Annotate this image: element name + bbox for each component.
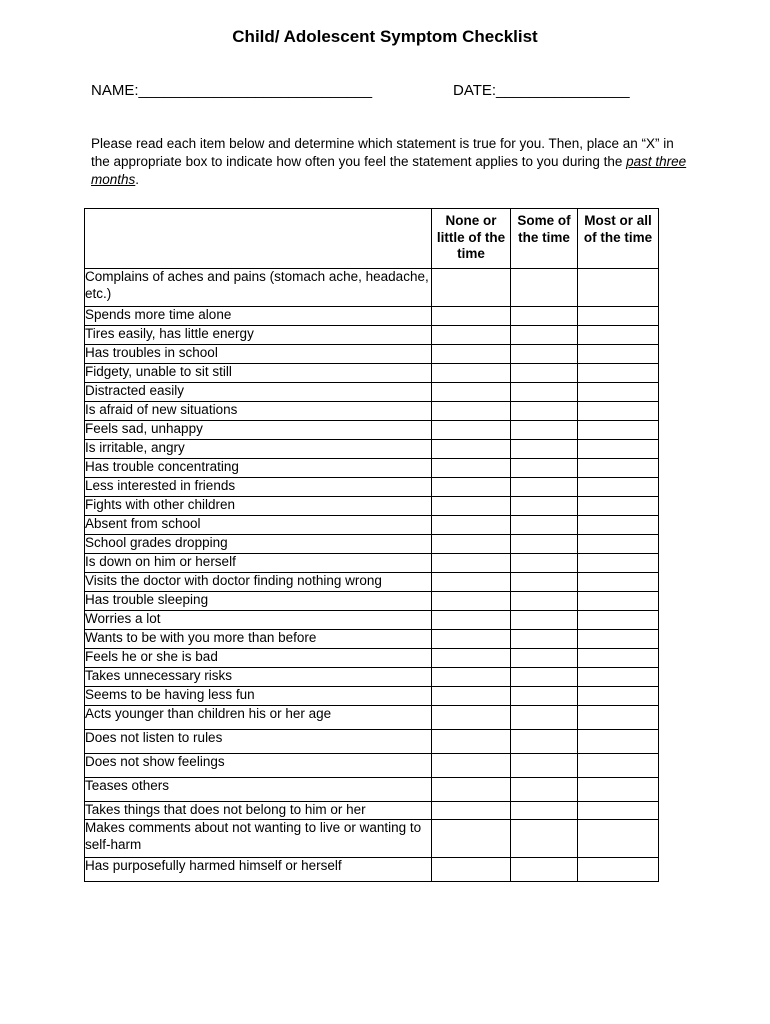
table-row xyxy=(85,687,659,706)
checkbox-none[interactable] xyxy=(432,554,511,573)
date-field[interactable]: DATE:________________ xyxy=(453,82,630,99)
checkbox-most[interactable] xyxy=(578,345,659,364)
checkbox-none[interactable] xyxy=(432,778,511,802)
checkbox-some[interactable] xyxy=(511,535,578,554)
checkbox-some[interactable] xyxy=(511,858,578,882)
table-row xyxy=(85,535,659,554)
checkbox-most[interactable] xyxy=(578,573,659,592)
symptom-item-label: Makes comments about not wanting to live or wanting to self-harm xyxy=(85,820,432,858)
checkbox-most[interactable] xyxy=(578,611,659,630)
symptom-item-label: Wants to be with you more than before xyxy=(85,630,432,649)
checkbox-some[interactable] xyxy=(511,421,578,440)
checkbox-some[interactable] xyxy=(511,820,578,858)
checkbox-most[interactable] xyxy=(578,440,659,459)
checkbox-most[interactable] xyxy=(578,459,659,478)
symptom-item-label: Less interested in friends xyxy=(85,478,432,497)
checkbox-some[interactable] xyxy=(511,459,578,478)
checkbox-some[interactable] xyxy=(511,592,578,611)
checkbox-none[interactable] xyxy=(432,592,511,611)
symptom-item-label: Takes things that does not belong to him or her xyxy=(85,802,432,820)
symptom-item-label: Has troubles in school xyxy=(85,345,432,364)
checkbox-none[interactable] xyxy=(432,421,511,440)
symptom-item-label: Does not listen to rules xyxy=(85,730,432,754)
checkbox-most[interactable] xyxy=(578,778,659,802)
table-row xyxy=(85,402,659,421)
checkbox-most[interactable] xyxy=(578,630,659,649)
symptom-item-label: Has trouble sleeping xyxy=(85,592,432,611)
checkbox-some[interactable] xyxy=(511,383,578,402)
checkbox-most[interactable] xyxy=(578,269,659,307)
checkbox-none[interactable] xyxy=(432,706,511,730)
symptom-item-label: Feels sad, unhappy xyxy=(85,421,432,440)
checkbox-none[interactable] xyxy=(432,345,511,364)
table-row xyxy=(85,611,659,630)
table-row xyxy=(85,573,659,592)
checkbox-none[interactable] xyxy=(432,269,511,307)
checkbox-most[interactable] xyxy=(578,592,659,611)
table-row xyxy=(85,326,659,345)
table-row xyxy=(85,478,659,497)
checkbox-none[interactable] xyxy=(432,440,511,459)
checkbox-none[interactable] xyxy=(432,858,511,882)
checkbox-none[interactable] xyxy=(432,326,511,345)
table-row xyxy=(85,706,659,730)
checkbox-most[interactable] xyxy=(578,497,659,516)
column-header-most: Most or all of the time xyxy=(578,209,659,269)
checkbox-some[interactable] xyxy=(511,345,578,364)
checkbox-some[interactable] xyxy=(511,516,578,535)
checkbox-none[interactable] xyxy=(432,649,511,668)
checkbox-some[interactable] xyxy=(511,706,578,730)
checkbox-some[interactable] xyxy=(511,573,578,592)
table-row xyxy=(85,754,659,778)
symptom-item-label: Teases others xyxy=(85,778,432,802)
table-row xyxy=(85,630,659,649)
checkbox-most[interactable] xyxy=(578,730,659,754)
table-row xyxy=(85,649,659,668)
symptom-item-label: Feels he or she is bad xyxy=(85,649,432,668)
table-row xyxy=(85,858,659,882)
checkbox-some[interactable] xyxy=(511,611,578,630)
checkbox-most[interactable] xyxy=(578,802,659,820)
checkbox-some[interactable] xyxy=(511,307,578,326)
symptom-item-label: Takes unnecessary risks xyxy=(85,668,432,687)
checkbox-some[interactable] xyxy=(511,497,578,516)
checkbox-most[interactable] xyxy=(578,820,659,858)
page-title: Child/ Adolescent Symptom Checklist xyxy=(232,27,538,46)
checkbox-some[interactable] xyxy=(511,269,578,307)
checkbox-some[interactable] xyxy=(511,630,578,649)
name-field[interactable]: NAME:____________________________ xyxy=(91,82,373,99)
checkbox-some[interactable] xyxy=(511,802,578,820)
symptom-item-label: Has trouble concentrating xyxy=(85,459,432,478)
symptom-item-label: Visits the doctor with doctor finding nothing wrong xyxy=(85,573,432,592)
checkbox-none[interactable] xyxy=(432,516,511,535)
symptom-item-label: Worries a lot xyxy=(85,611,432,630)
instructions-text: Please read each item below and determine which statement is true for you. Then, place an “X” in the appropriate box to indicate how often you feel the statement applies to you during the xyxy=(91,136,674,169)
table-row xyxy=(85,554,659,573)
checkbox-most[interactable] xyxy=(578,858,659,882)
checkbox-none[interactable] xyxy=(432,687,511,706)
checkbox-none[interactable] xyxy=(432,478,511,497)
table-row xyxy=(85,364,659,383)
table-row xyxy=(85,820,659,858)
instructions-emphasis: past three months xyxy=(91,154,687,187)
checkbox-most[interactable] xyxy=(578,649,659,668)
symptom-item-label: Tires easily, has little energy xyxy=(85,326,432,345)
table-row xyxy=(85,730,659,754)
symptom-item-label: Spends more time alone xyxy=(85,307,432,326)
checkbox-none[interactable] xyxy=(432,630,511,649)
checkbox-most[interactable] xyxy=(578,421,659,440)
checkbox-most[interactable] xyxy=(578,364,659,383)
checkbox-none[interactable] xyxy=(432,497,511,516)
checkbox-none[interactable] xyxy=(432,573,511,592)
symptom-item-label: Distracted easily xyxy=(85,383,432,402)
checkbox-none[interactable] xyxy=(432,364,511,383)
checkbox-none[interactable] xyxy=(432,668,511,687)
checkbox-none[interactable] xyxy=(432,802,511,820)
checkbox-most[interactable] xyxy=(578,535,659,554)
column-header-none: None or little of the time xyxy=(432,209,511,269)
symptom-item-label: Fidgety, unable to sit still xyxy=(85,364,432,383)
table-row xyxy=(85,802,659,820)
table-row xyxy=(85,778,659,802)
checkbox-some[interactable] xyxy=(511,730,578,754)
checkbox-none[interactable] xyxy=(432,402,511,421)
table-row xyxy=(85,383,659,402)
instructions xyxy=(91,135,691,189)
table-row xyxy=(85,592,659,611)
checkbox-most[interactable] xyxy=(578,402,659,421)
checkbox-most[interactable] xyxy=(578,307,659,326)
checkbox-some[interactable] xyxy=(511,326,578,345)
symptom-item-label: Absent from school xyxy=(85,516,432,535)
checkbox-some[interactable] xyxy=(511,687,578,706)
table-row xyxy=(85,516,659,535)
checkbox-most[interactable] xyxy=(578,326,659,345)
checkbox-some[interactable] xyxy=(511,364,578,383)
checkbox-most[interactable] xyxy=(578,383,659,402)
checkbox-none[interactable] xyxy=(432,383,511,402)
symptom-item-label: Fights with other children xyxy=(85,497,432,516)
header-blank-cell xyxy=(85,209,432,269)
checkbox-none[interactable] xyxy=(432,754,511,778)
checkbox-some[interactable] xyxy=(511,478,578,497)
symptom-item-label: Acts younger than children his or her age xyxy=(85,706,432,730)
symptom-item-label: Has purposefully harmed himself or herself xyxy=(85,858,432,882)
instructions-end: . xyxy=(135,172,140,187)
checkbox-some[interactable] xyxy=(511,668,578,687)
table-row xyxy=(85,421,659,440)
checkbox-none[interactable] xyxy=(432,730,511,754)
checkbox-some[interactable] xyxy=(511,554,578,573)
column-header-some: Some of the time xyxy=(511,209,578,269)
symptom-item-label: Is afraid of new situations xyxy=(85,402,432,421)
table-row xyxy=(85,307,659,326)
table-row xyxy=(85,459,659,478)
checkbox-most[interactable] xyxy=(578,554,659,573)
symptom-item-label: Complains of aches and pains (stomach ache, headache, etc.) xyxy=(85,269,432,307)
table-row xyxy=(85,440,659,459)
symptom-checklist-table xyxy=(84,208,659,882)
checkbox-none[interactable] xyxy=(432,307,511,326)
checkbox-none[interactable] xyxy=(432,820,511,858)
checkbox-most[interactable] xyxy=(578,478,659,497)
checkbox-none[interactable] xyxy=(432,611,511,630)
checkbox-some[interactable] xyxy=(511,402,578,421)
checkbox-most[interactable] xyxy=(578,516,659,535)
checkbox-none[interactable] xyxy=(432,459,511,478)
table-row xyxy=(85,269,659,307)
checkbox-some[interactable] xyxy=(511,649,578,668)
checkbox-most[interactable] xyxy=(578,754,659,778)
table-row xyxy=(85,668,659,687)
checkbox-most[interactable] xyxy=(578,687,659,706)
checkbox-none[interactable] xyxy=(432,535,511,554)
table-row xyxy=(85,497,659,516)
checkbox-some[interactable] xyxy=(511,440,578,459)
checkbox-some[interactable] xyxy=(511,754,578,778)
symptom-item-label: Seems to be having less fun xyxy=(85,687,432,706)
symptom-item-label: Does not show feelings xyxy=(85,754,432,778)
checkbox-most[interactable] xyxy=(578,706,659,730)
symptom-item-label: Is irritable, angry xyxy=(85,440,432,459)
checkbox-some[interactable] xyxy=(511,778,578,802)
symptom-item-label: Is down on him or herself xyxy=(85,554,432,573)
symptom-item-label: School grades dropping xyxy=(85,535,432,554)
checkbox-most[interactable] xyxy=(578,668,659,687)
table-row xyxy=(85,345,659,364)
table-header-row xyxy=(85,209,659,269)
